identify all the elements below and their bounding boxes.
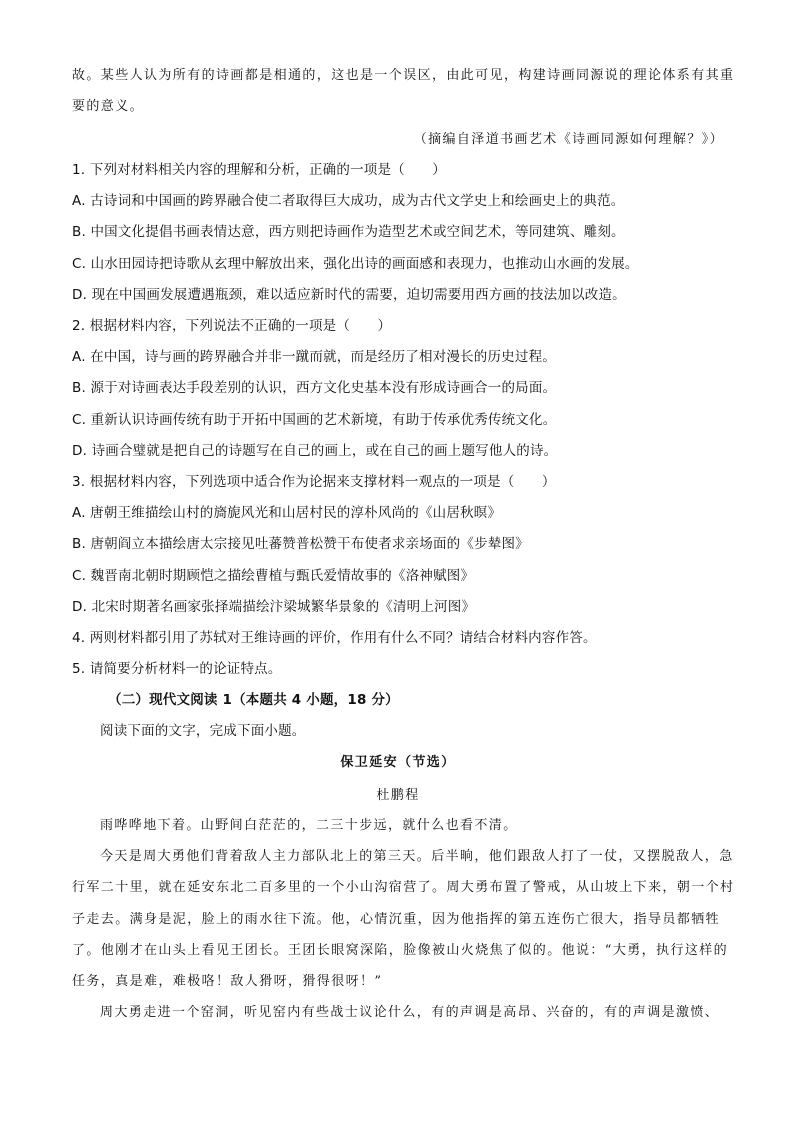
question-stem: 4. 两则材料都引用了苏轼对王维诗画的评价，作用有什么不同？请结合材料内容作答。: [72, 630, 597, 646]
option-c: C. 重新认识诗画传统有助于开拓中国画的艺术新境，有助于传承优秀传统文化。: [72, 412, 557, 428]
passage-line: 行军二十里，就在延安东北二百多里的一个小山沟宿营了。周大勇布置了警戒，从山坡上下来，朝一个村: [72, 880, 735, 895]
passage-paragraph: 雨哗哗地下着。山野间白茫茫的，二三十步远，就什么也看不清。: [100, 818, 518, 833]
passage-paragraph: 今天是周大勇他们背着敌人主力部队北上的第三天。后半晌，他们跟敌人打了一仗，又摆脱敌人，急: [100, 849, 734, 864]
passage-line: 子走去。满身是泥，脸上的雨水往下流。他，心情沉重，因为他指挥的第五连伤亡很大，指导员都牺牲: [72, 912, 721, 927]
option-c: C. 山水田园诗把诗歌从玄理中解放出来，强化出诗的画面感和表现力，也推动山水画的发展。: [72, 256, 639, 272]
option-d: D. 诗画合璧就是把自己的诗题写在自己的画上，或在自己的画上题写他人的诗。: [72, 443, 558, 459]
passage-paragraph: 周大勇走进一个窑洞，听见窑内有些战士议论什么，有的声调是高昂、兴奋的，有的声调是激愤、: [100, 1005, 720, 1020]
section-heading: （二）现代文阅读 1（本题共 4 小题，18 分）: [108, 692, 399, 708]
option-a: A. 在中国，诗与画的跨界融合并非一蹴而就，而是经历了相对漫长的历史过程。: [72, 349, 556, 365]
question-stem: 5. 请简要分析材料一的论证特点。: [72, 661, 282, 677]
passage-title: 保卫延安（节选）: [340, 755, 456, 770]
question-stem: 1. 下列对材料相关内容的理解和分析，正确的一项是（ ）: [72, 162, 446, 178]
section-instruction: 阅读下面的文字，完成下面小题。: [100, 723, 306, 739]
option-b: B. 中国文化提倡书画表情达意，西方则把诗画作为造型艺术或空间艺术，等同建筑、雕刻。: [72, 224, 625, 240]
question-stem: 2. 根据材料内容，下列说法不正确的一项是（ ）: [72, 318, 392, 334]
passage-line: 任务，真是难，难极咯！敌人猾呀，猾得很呀！”: [72, 974, 383, 989]
option-d: D. 现在中国画发展遭遇瓶颈，难以适应新时代的需要，迫切需要用西方画的技法加以改造。: [72, 287, 626, 303]
option-c: C. 魏晋南北朝时期顾恺之描绘曹植与甄氏爱情故事的《洛神赋图》: [72, 568, 475, 584]
intro-line: 要的意义。: [72, 99, 145, 114]
option-d: D. 北宋时期著名画家张择端描绘汴梁城繁华景象的《清明上河图》: [72, 599, 476, 615]
passage-line: 了。他刚才在山头上看见王团长。王团长眼窝深陷，脸像被山火烧焦了似的。他说：“大勇，执行这样的: [72, 943, 729, 958]
option-a: A. 唐朝王维描绘山村的旖旎风光和山居村民的淳朴风尚的《山居秋暝》: [72, 505, 502, 521]
source-citation: （摘编自泽道书画艺术《诗画同源如何理解？》）: [413, 132, 724, 147]
option-a: A. 古诗词和中国画的跨界融合使二者取得巨大成功，成为古代文学史上和绘画史上的典范。: [72, 193, 625, 209]
passage-author: 杜鹏程: [376, 788, 420, 803]
option-b: B. 源于对诗画表达手段差别的认识，西方文化史基本没有形成诗画合一的局面。: [72, 380, 557, 396]
intro-line: 故。某些人认为所有的诗画都是相通的，这也是一个误区，由此可见，构建诗画同源说的理论体系有其重: [72, 68, 735, 83]
question-stem: 3. 根据材料内容，下列选项中适合作为论据来支撑材料一观点的一项是（ ）: [72, 474, 556, 490]
option-b: B. 唐朝阎立本描绘唐太宗接见吐蕃赞普松赞干布使者求亲场面的《步辇图》: [72, 536, 529, 552]
